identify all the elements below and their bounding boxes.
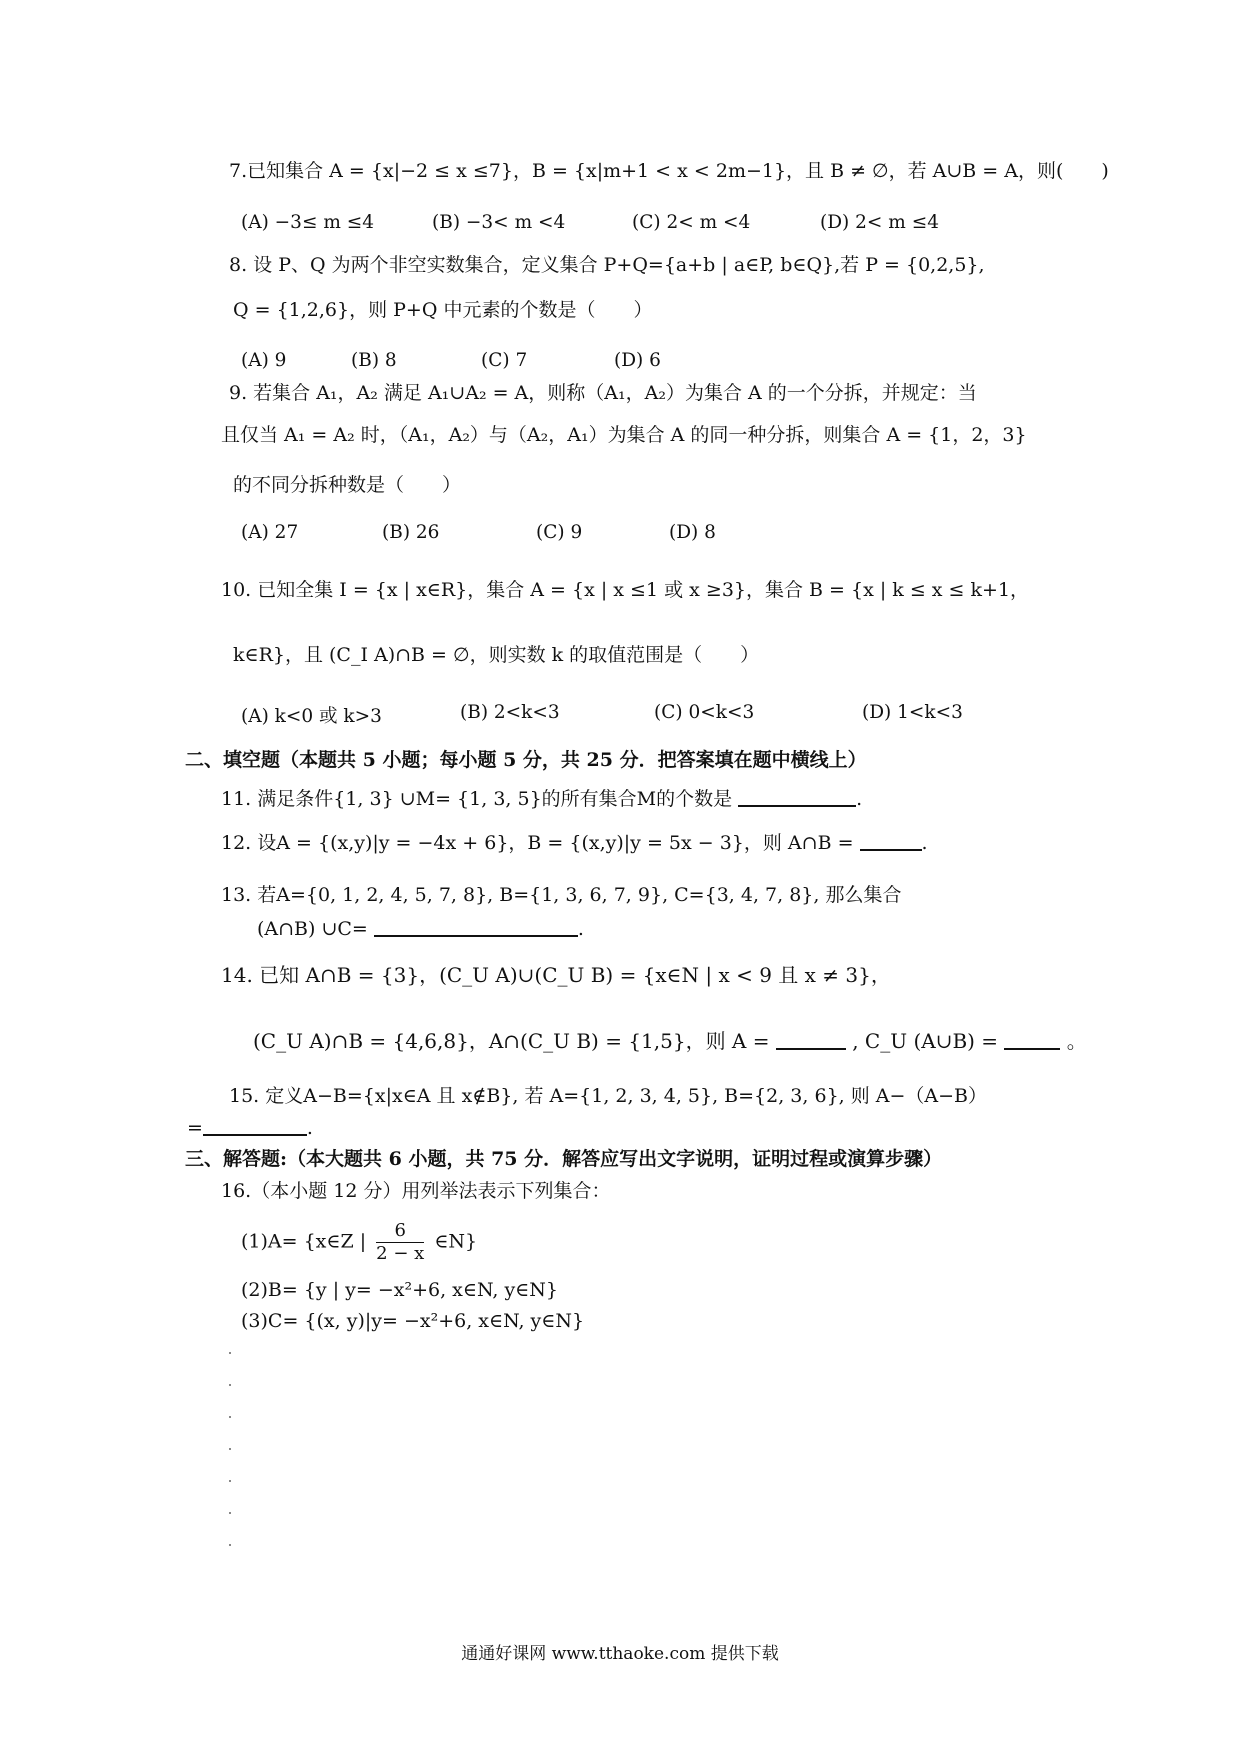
q8-option-a: (A) 9 [241,350,287,371]
q9-option-d: (D) 8 [669,522,716,543]
q14-answer-a-blank[interactable] [776,1030,846,1050]
q7-option-d: (D) 2< m ≤4 [820,212,939,233]
q7-option-b: (B) −3< m <4 [432,212,566,233]
q9-option-b: (B) 26 [382,522,440,543]
q14-line1: 14. 已知 A∩B = {3}，(C_U A)∪(C_U B) = {x∈N | x < 9 且 x ≠ 3}， [221,963,891,987]
q10-option-c: (C) 0<k<3 [654,702,755,723]
q8-stem-line2: Q = {1,2,6}，则 P+Q 中元素的个数是（ ） [233,299,653,321]
q8-stem-line1: 8. 设 P、Q 为两个非空实数集合，定义集合 P+Q={a+b | a∈P, b∈Q},若 P = {0,2,5}, [229,254,985,276]
section2-heading: 二、填空题（本题共 5 小题；每小题 5 分，共 25 分．把答案填在题中横线上） [185,749,867,771]
q10-option-b: (B) 2<k<3 [460,702,560,723]
q15-line1: 15. 定义A−B={x|x∈A 且 x∉B}, 若 A={1, 2, 3, 4, 5}, B={2, 3, 6}, 则 A−（A−B） [229,1085,988,1107]
q16-item1-prefix: (1)A= {x∈Z | [241,1230,367,1253]
q16-item2: (2)B= {y | y= −x²+6, x∈N, y∈N} [241,1279,558,1301]
section3-heading: 三、解答题:（本大题共 6 小题，共 75 分．解答应写出文字说明，证明过程或演算步骤） [185,1148,943,1170]
q9-stem-line2: 且仅当 A₁ = A₂ 时，（A₁，A₂）与（A₂，A₁）为集合 A 的同一种分拆，则集合 A = {1，2，3} [221,424,1027,446]
q15-line2: = . [187,1117,313,1139]
q7-stem: 7.已知集合 A = {x|−2 ≤ x ≤7}，B = {x|m+1 < x < 2m−1}，且 B ≠ ∅，若 A∪B = A，则( ) [229,160,1109,182]
q11-answer-blank[interactable] [738,787,856,807]
q7-option-a: (A) −3≤ m ≤4 [241,212,375,233]
q13-stem: (A∩B) ∪C= [257,918,368,940]
scan-dot [229,1384,231,1386]
q14-end: 。 [1066,1029,1087,1053]
scan-dot [229,1352,231,1354]
q8-option-c: (C) 7 [481,350,528,371]
footer-text: 通通好课网 www.tthaoke.com 提供下载 [461,1644,779,1664]
q13-line2: (A∩B) ∪C= . [257,918,584,940]
q13-line1: 13. 若A={0, 1, 2, 4, 5, 7, 8}, B={1, 3, 6, 7, 9}, C={3, 4, 7, 8}, 那么集合 [221,884,902,906]
q14-stem-b: , C_U (A∪B) = [852,1029,999,1053]
q8-option-d: (D) 6 [614,350,661,371]
q10-stem-line1: 10. 已知全集 I = {x | x∈R}，集合 A = {x | x ≤1 或 x ≥3}，集合 B = {x | k ≤ x ≤ k+1， [221,579,1030,601]
scan-dot [229,1448,231,1450]
q9-stem-line3: 的不同分拆种数是（ ） [233,474,462,496]
q11-text: 11. 满足条件{1, 3} ∪M= {1, 3, 5}的所有集合M的个数是 . [221,788,863,810]
q11-stem: 11. 满足条件{1, 3} ∪M= {1, 3, 5}的所有集合M的个数是 [221,788,733,810]
q9-option-a: (A) 27 [241,522,299,543]
q12-answer-blank[interactable] [860,831,922,851]
q14-stem-a: (C_U A)∩B = {4,6,8}，A∩(C_U B) = {1,5}，则 A = [253,1029,770,1053]
q10-stem-line2: k∈R}，且 (C_I A)∩B = ∅，则实数 k 的取值范围是（ ） [233,644,760,666]
q10-option-d: (D) 1<k<3 [862,702,963,723]
q16-item1-suffix: ∈N} [434,1230,478,1253]
q12-text: 12. 设A = {(x,y)|y = −4x + 6}，B = {(x,y)|y = 5x − 3}，则 A∩B = . [221,832,928,854]
q13-answer-blank[interactable] [374,917,578,937]
fraction-numerator: 6 [376,1220,424,1243]
q15-eq: = [187,1117,203,1139]
scan-dot [229,1512,231,1514]
q14-answer-b-blank[interactable] [1004,1030,1060,1050]
scan-dot [229,1480,231,1482]
q9-stem-line1: 9. 若集合 A₁，A₂ 满足 A₁∪A₂ = A，则称（A₁，A₂）为集合 A 的一个分拆，并规定：当 [229,382,977,404]
q14-line2 [253,1028,1087,1054]
fraction [376,1220,424,1265]
q15-answer-blank[interactable] [203,1116,307,1136]
scan-dot [229,1416,231,1418]
q7-option-c: (C) 2< m <4 [632,212,751,233]
q16-stem: 16.（本小题 12 分）用列举法表示下列集合： [221,1180,611,1202]
q16-item1 [241,1220,477,1265]
scan-dot [229,1544,231,1546]
fraction-denominator: 2 − x [376,1243,425,1264]
q12-stem: 12. 设A = {(x,y)|y = −4x + 6}，B = {(x,y)|y = 5x − 3}，则 A∩B = [221,832,854,854]
q16-item3: (3)C= {(x, y)|y= −x²+6, x∈N, y∈N} [241,1310,585,1332]
q8-option-b: (B) 8 [351,350,397,371]
q9-option-c: (C) 9 [536,522,583,543]
q10-option-a: (A) k<0 或 k>3 [241,706,382,727]
